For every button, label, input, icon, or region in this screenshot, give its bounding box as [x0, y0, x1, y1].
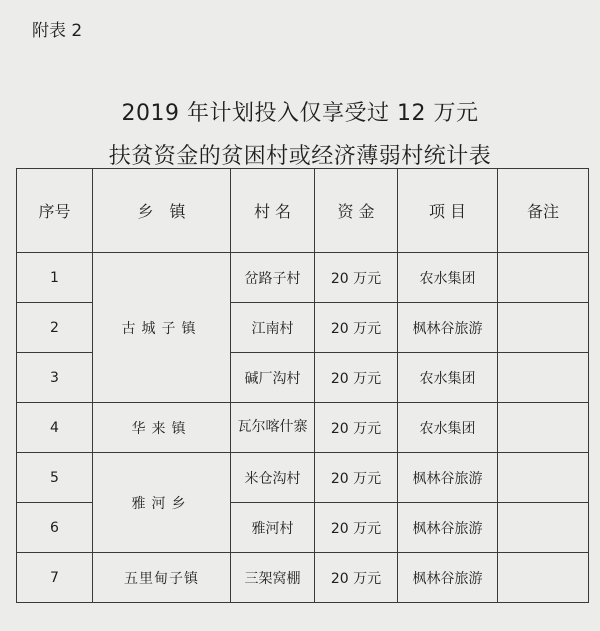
fund-cell: 20 万元: [315, 553, 398, 603]
poverty-village-table: [16, 168, 589, 603]
row-number: 7: [17, 553, 93, 603]
row-number: 3: [17, 353, 93, 403]
row-number: 2: [17, 303, 93, 353]
town-cell: 华来镇: [93, 403, 231, 453]
col-header-fund: 资 金: [315, 169, 398, 253]
row-number: 5: [17, 453, 93, 503]
fund-cell: 20 万元: [315, 403, 398, 453]
table-header-row: [17, 169, 589, 253]
row-number: 4: [17, 403, 93, 453]
project-cell: 枫林谷旅游: [398, 303, 498, 353]
col-header-note: 备注: [498, 169, 589, 253]
project-cell: 农水集团: [398, 253, 498, 303]
fund-cell: 20 万元: [315, 353, 398, 403]
village-cell: 米仓沟村: [231, 453, 315, 503]
table-row: [17, 553, 589, 603]
town-cell: 雅河乡: [93, 453, 231, 553]
row-number: 1: [17, 253, 93, 303]
row-number: 6: [17, 503, 93, 553]
table-title-line2: 扶贫资金的贫困村或经济薄弱村统计表: [108, 144, 492, 169]
town-cell: 五里甸子镇: [93, 553, 231, 603]
fund-cell: 20 万元: [315, 303, 398, 353]
project-cell: 农水集团: [398, 403, 498, 453]
col-header-no: 序号: [17, 169, 93, 253]
project-cell: 枫林谷旅游: [398, 503, 498, 553]
col-header-town: 乡 镇: [93, 169, 231, 253]
note-cell: [498, 303, 589, 353]
col-header-village: 村 名: [231, 169, 315, 253]
project-cell: 农水集团: [398, 353, 498, 403]
note-cell: [498, 253, 589, 303]
project-cell: 枫林谷旅游: [398, 453, 498, 503]
project-cell: 枫林谷旅游: [398, 553, 498, 603]
note-cell: [498, 503, 589, 553]
fund-cell: 20 万元: [315, 253, 398, 303]
fund-cell: 20 万元: [315, 503, 398, 553]
village-cell: 瓦尔喀什寨: [231, 403, 315, 453]
town-cell: 古城子镇: [93, 253, 231, 403]
village-cell: 岔路子村: [231, 253, 315, 303]
note-cell: [498, 403, 589, 453]
table-title-line1: 2019 年计划投入仅享受过 12 万元: [121, 101, 479, 126]
village-cell: 三架窝棚: [231, 553, 315, 603]
table-row: [17, 453, 589, 503]
village-cell: 江南村: [231, 303, 315, 353]
attachment-label: 附表 2: [32, 21, 83, 41]
col-header-project: 项 目: [398, 169, 498, 253]
note-cell: [498, 453, 589, 503]
note-cell: [498, 553, 589, 603]
table-row: [17, 253, 589, 303]
table-row: [17, 403, 589, 453]
village-cell: 雅河村: [231, 503, 315, 553]
note-cell: [498, 353, 589, 403]
fund-cell: 20 万元: [315, 453, 398, 503]
village-cell: 碱厂沟村: [231, 353, 315, 403]
